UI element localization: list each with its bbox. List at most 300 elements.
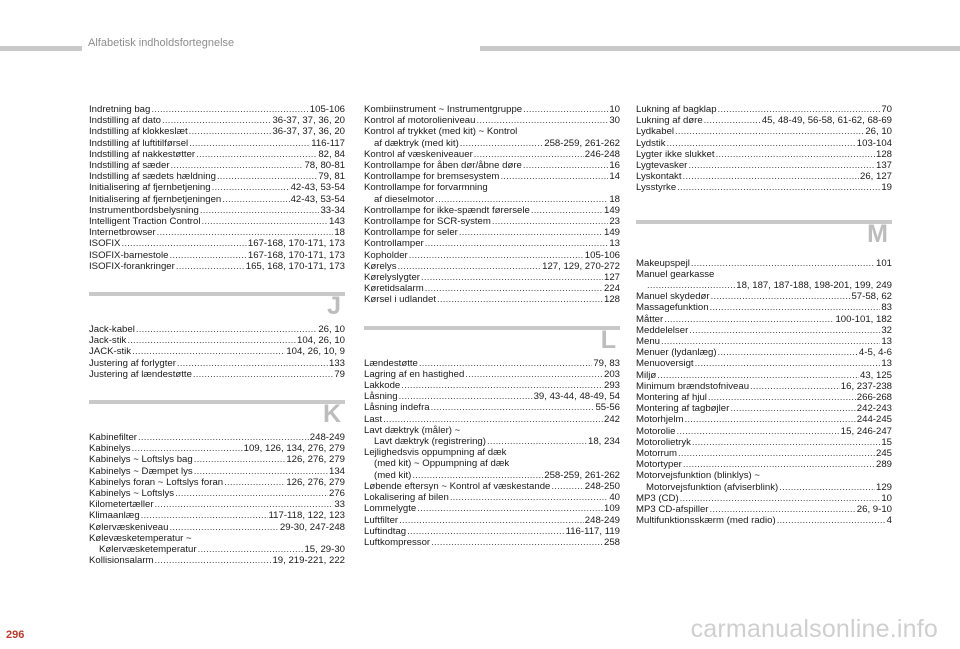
index-entry bbox=[636, 437, 892, 448]
index-entry-line: (med kit) ~ Oppumpning af dæk bbox=[374, 458, 510, 470]
leader-dots bbox=[523, 160, 608, 171]
leader-dots bbox=[531, 205, 603, 216]
index-entry bbox=[364, 283, 620, 294]
section-rule bbox=[636, 220, 892, 224]
leader-dots bbox=[169, 522, 278, 533]
index-term: Køretidsalarm bbox=[364, 283, 424, 295]
entry-group-i bbox=[89, 104, 345, 272]
page-references: 117-118, 122, 123 bbox=[268, 510, 345, 522]
index-term: Kabinelys ~ Loftslys bag bbox=[89, 454, 193, 466]
index-entry bbox=[636, 104, 892, 115]
page-references: 126, 276, 279 bbox=[286, 454, 345, 466]
leader-dots bbox=[419, 358, 592, 369]
index-term: Kørelys bbox=[364, 260, 397, 272]
index-term: Montering af hjul bbox=[636, 392, 707, 404]
page-references: 128 bbox=[603, 294, 620, 306]
page-references: 13 bbox=[881, 336, 892, 348]
index-entry bbox=[636, 403, 892, 414]
entry-group-k-last bbox=[89, 555, 345, 566]
page-references: 18 bbox=[609, 193, 620, 205]
leader-dots bbox=[132, 443, 243, 454]
index-entry bbox=[89, 499, 345, 510]
leader-dots bbox=[157, 227, 334, 238]
index-entry bbox=[364, 391, 620, 402]
leader-dots bbox=[193, 369, 333, 380]
leader-dots bbox=[212, 182, 290, 193]
index-term: Intelligent Traction Control bbox=[89, 216, 201, 228]
leader-dots bbox=[474, 149, 584, 160]
leader-dots bbox=[194, 466, 328, 477]
page-references: 293 bbox=[603, 380, 620, 392]
leader-dots bbox=[177, 358, 328, 369]
page-references: 30 bbox=[609, 115, 620, 127]
page-references: 128 bbox=[875, 148, 892, 160]
index-entry bbox=[364, 470, 620, 481]
page-references: 42-43, 53-54 bbox=[290, 193, 345, 205]
index-term: Menu bbox=[636, 336, 660, 348]
page-references: 33 bbox=[334, 499, 345, 511]
index-entry bbox=[364, 216, 620, 227]
leader-dots bbox=[688, 160, 875, 171]
leader-dots bbox=[194, 454, 286, 465]
index-entry bbox=[89, 227, 345, 238]
leader-dots bbox=[417, 503, 603, 514]
leader-dots bbox=[222, 194, 289, 205]
leader-dots bbox=[162, 115, 271, 126]
index-entry bbox=[636, 160, 892, 171]
header-title: Alfabetisk indholdsfortegnelse bbox=[88, 37, 235, 49]
index-entry bbox=[364, 104, 620, 115]
page-references: 116-117 bbox=[311, 137, 345, 149]
entry-group-m bbox=[636, 258, 892, 269]
index-term: Motortyper bbox=[636, 459, 682, 471]
index-term: Menuer (lydanlæg) bbox=[636, 347, 717, 359]
page-references: 79 bbox=[334, 368, 345, 380]
leader-dots bbox=[412, 470, 543, 481]
page-references: 36-37, 37, 36, 20 bbox=[272, 126, 345, 138]
index-term: Jack-stik bbox=[89, 335, 127, 347]
index-entry bbox=[364, 526, 620, 537]
leader-dots bbox=[692, 437, 880, 448]
index-entry bbox=[89, 488, 345, 499]
section-letter-l: L bbox=[600, 325, 616, 354]
index-term: Initialisering af fjernbetjening bbox=[89, 182, 211, 194]
leader-dots bbox=[138, 432, 309, 443]
index-term: Luftindtag bbox=[364, 525, 407, 537]
leader-dots bbox=[523, 104, 608, 115]
index-term: Låsning bbox=[364, 391, 398, 403]
page-references: 248-249 bbox=[584, 514, 620, 526]
leader-dots bbox=[684, 414, 855, 425]
page-references: 42-43, 53-54 bbox=[290, 182, 345, 194]
index-entry bbox=[364, 369, 620, 380]
page-references: 43, 125 bbox=[859, 369, 892, 381]
page-references: 32 bbox=[881, 324, 892, 336]
leader-dots bbox=[680, 493, 881, 504]
leader-dots bbox=[683, 171, 859, 182]
index-term: Indstilling af dato bbox=[89, 115, 161, 127]
leader-dots bbox=[437, 294, 603, 305]
page-references: 40 bbox=[609, 492, 620, 504]
index-term: Kombiinstrument ~ Instrumentgruppe bbox=[364, 104, 523, 115]
index-entry bbox=[89, 182, 345, 193]
leader-dots bbox=[664, 314, 834, 325]
index-term: Kontrollampe for ikke-spændt førersele bbox=[364, 204, 530, 216]
index-entry bbox=[364, 294, 620, 305]
index-entry-line: Lavt dæktryk (måler) ~ bbox=[364, 424, 461, 436]
index-term: Kontrollampe for seler bbox=[364, 227, 458, 239]
index-entry bbox=[89, 216, 345, 227]
index-entry bbox=[89, 477, 345, 488]
page-references: 29-30, 247-248 bbox=[279, 521, 345, 533]
leader-dots bbox=[431, 537, 603, 548]
index-term: Jack-kabel bbox=[89, 324, 135, 336]
index-entry bbox=[636, 302, 892, 313]
entry-group-k bbox=[89, 432, 345, 533]
leader-dots bbox=[647, 280, 735, 291]
index-entry bbox=[364, 402, 620, 413]
page-references: 276 bbox=[328, 488, 345, 500]
index-entry bbox=[636, 126, 892, 137]
index-term: Lydkabel bbox=[636, 126, 675, 138]
entry-group-k2-c bbox=[364, 205, 620, 306]
index-column-1 bbox=[89, 104, 345, 567]
page-references: 57-58, 62 bbox=[851, 291, 892, 303]
index-entry bbox=[364, 414, 620, 425]
index-term: ISOFIX bbox=[89, 238, 121, 250]
page-references: 167-168, 170-171, 173 bbox=[247, 249, 345, 261]
index-term: Menuoversigt bbox=[636, 358, 694, 370]
index-term: Kontrollampe for SCR-system bbox=[364, 216, 491, 228]
index-term: Kontrol af væskeniveauer bbox=[364, 148, 473, 160]
index-column-2 bbox=[364, 104, 620, 548]
index-term: MP3 CD-afspiller bbox=[636, 504, 709, 516]
leader-dots bbox=[718, 347, 858, 358]
leader-dots bbox=[492, 216, 608, 227]
index-term: Kopholder bbox=[364, 249, 408, 261]
section-header-m bbox=[636, 203, 892, 249]
leader-dots bbox=[708, 392, 856, 403]
index-entry bbox=[89, 443, 345, 454]
page-references: 26, 9-10 bbox=[856, 504, 892, 516]
index-term: Internetbrowser bbox=[89, 227, 156, 239]
index-term: Minimum brændstofniveau bbox=[636, 380, 750, 392]
leader-dots bbox=[407, 526, 564, 537]
page-references: 13 bbox=[609, 238, 620, 250]
index-term: Kabinefilter bbox=[89, 432, 137, 444]
index-entry bbox=[636, 291, 892, 302]
leader-dots bbox=[383, 414, 603, 425]
leader-dots bbox=[399, 391, 533, 402]
leader-dots bbox=[189, 138, 310, 149]
index-term: Multifunktionsskærm (med radio) bbox=[636, 515, 776, 527]
page-references: 18, 187, 187-188, 198-201, 199, 249 bbox=[736, 280, 892, 292]
index-entry bbox=[89, 335, 345, 346]
leader-dots bbox=[155, 499, 334, 510]
index-term: Måtter bbox=[636, 313, 664, 325]
index-entry bbox=[89, 324, 345, 335]
page-references: 79, 81 bbox=[318, 171, 345, 183]
section-header-l bbox=[364, 315, 620, 354]
index-term: Luftkompressor bbox=[364, 536, 431, 548]
index-term: MP3 (CD) bbox=[636, 492, 679, 504]
index-term: Kilometertæller bbox=[89, 499, 154, 511]
index-entry bbox=[636, 493, 892, 504]
index-entry bbox=[364, 503, 620, 514]
leader-dots bbox=[459, 227, 603, 238]
index-entry bbox=[636, 182, 892, 193]
index-term: Luftfilter bbox=[364, 514, 399, 526]
page-references: 258-259, 261-262 bbox=[544, 469, 620, 481]
leader-dots bbox=[398, 261, 542, 272]
index-term: Miljø bbox=[636, 369, 657, 381]
leader-dots bbox=[750, 381, 840, 392]
index-term: (med kit) bbox=[374, 469, 412, 481]
leader-dots bbox=[217, 171, 317, 182]
index-term: Meddelelser bbox=[636, 324, 689, 336]
leader-dots bbox=[425, 238, 609, 249]
index-term: Kontrollampe for bremsesystem bbox=[364, 171, 500, 183]
watermark[interactable]: carmanualsonline.info bbox=[690, 615, 938, 643]
page-references: 83 bbox=[881, 302, 892, 314]
index-term: Kabinelys ~ Dæmpet lys bbox=[89, 465, 193, 477]
index-term: Låsning indefra bbox=[364, 402, 430, 414]
page-references: 36-37, 37, 36, 20 bbox=[272, 115, 345, 127]
page-references: 116-117, 119 bbox=[565, 525, 620, 537]
index-term: Instrumentbordsbelysning bbox=[89, 204, 199, 216]
index-entry bbox=[636, 115, 892, 126]
leader-dots bbox=[224, 477, 285, 488]
leader-dots bbox=[678, 448, 875, 459]
index-entry bbox=[89, 126, 345, 137]
index-entry bbox=[89, 250, 345, 261]
index-entry bbox=[364, 380, 620, 391]
leader-dots bbox=[176, 261, 245, 272]
page-references: 10 bbox=[881, 492, 892, 504]
entry-group-m-cont1 bbox=[636, 280, 892, 291]
page-references: 167-168, 170-171, 173 bbox=[247, 238, 345, 250]
index-entry bbox=[89, 510, 345, 521]
leader-dots bbox=[435, 194, 608, 205]
index-entry bbox=[89, 149, 345, 160]
page-references: 33-34 bbox=[320, 204, 345, 216]
page-references: 70 bbox=[881, 104, 892, 115]
section-letter-k: K bbox=[322, 400, 341, 429]
index-term: Lyskontakt bbox=[636, 171, 682, 183]
page-references: 258 bbox=[603, 536, 620, 548]
index-entry bbox=[89, 261, 345, 272]
index-term: JACK-stik bbox=[89, 346, 132, 358]
index-term: Indretning bag bbox=[89, 104, 151, 115]
page-references: 109 bbox=[603, 503, 620, 515]
page-references: 289 bbox=[875, 459, 892, 471]
page-references: 16 bbox=[609, 160, 620, 172]
page-references: 101 bbox=[875, 257, 892, 269]
index-term: Lukning af bagklap bbox=[636, 104, 717, 115]
index-term: af dæktryk (med kit) bbox=[374, 137, 459, 149]
page-references: 19 bbox=[881, 182, 892, 194]
index-entry bbox=[636, 370, 892, 381]
leader-dots bbox=[189, 126, 272, 137]
page-references: 246-248 bbox=[584, 148, 620, 160]
index-entry bbox=[636, 258, 892, 269]
index-term: Indstilling af sæder bbox=[89, 160, 170, 172]
index-term: Initialisering af fjernbetjeningen bbox=[89, 193, 222, 205]
index-entry bbox=[636, 426, 892, 437]
index-entry bbox=[636, 325, 892, 336]
page-references: 104, 26, 10, 9 bbox=[286, 346, 345, 358]
index-entry bbox=[89, 544, 345, 555]
index-entry bbox=[89, 454, 345, 465]
index-entry bbox=[364, 238, 620, 249]
leader-dots bbox=[169, 250, 246, 261]
leader-dots bbox=[691, 258, 875, 269]
index-term: Kabinelys foran ~ Loftslys foran bbox=[89, 476, 224, 488]
leader-dots bbox=[487, 436, 587, 447]
index-term: Kontrollamper bbox=[364, 238, 424, 250]
page-references: 23 bbox=[609, 216, 620, 228]
entry-group-l-cont1 bbox=[364, 436, 620, 447]
leader-dots bbox=[500, 171, 608, 182]
index-entry bbox=[636, 381, 892, 392]
index-entry bbox=[364, 115, 620, 126]
leader-dots bbox=[730, 403, 855, 414]
page-references: 133 bbox=[328, 357, 345, 369]
leader-dots bbox=[198, 544, 304, 555]
page-references: 149 bbox=[603, 204, 620, 216]
page-references: 109, 126, 134, 276, 279 bbox=[243, 443, 345, 455]
leader-dots bbox=[399, 515, 584, 526]
index-entry bbox=[636, 280, 892, 291]
page-references: 149 bbox=[603, 227, 620, 239]
page-references: 129 bbox=[875, 481, 892, 493]
index-entry bbox=[636, 482, 892, 493]
page-references: 248-249 bbox=[309, 432, 345, 444]
index-entry bbox=[364, 227, 620, 238]
page-references: 79, 83 bbox=[593, 357, 620, 369]
index-entry bbox=[89, 555, 345, 566]
index-term: Kølervæsketemperatur bbox=[99, 544, 197, 556]
page-references: 13 bbox=[881, 358, 892, 370]
section-rule bbox=[89, 292, 345, 296]
page-references: 18, 234 bbox=[587, 436, 620, 448]
page-references: 78, 80-81 bbox=[304, 160, 345, 172]
page-references: 127, 129, 270-272 bbox=[542, 260, 620, 272]
entry-group-l3 bbox=[636, 104, 892, 194]
index-term: Kollisionsalarm bbox=[89, 555, 154, 567]
leader-dots bbox=[683, 459, 875, 470]
page-references: 105-106 bbox=[584, 249, 620, 261]
index-entry bbox=[364, 205, 620, 216]
entry-group-k2-cont1 bbox=[364, 138, 620, 149]
index-term: Lagring af en hastighed bbox=[364, 368, 465, 380]
leader-dots bbox=[710, 504, 856, 515]
index-entry bbox=[89, 522, 345, 533]
leader-dots bbox=[127, 335, 296, 346]
leader-dots bbox=[657, 370, 859, 381]
leader-dots bbox=[450, 492, 609, 503]
page-references: 55-56 bbox=[595, 402, 620, 414]
index-entry-line: Manuel gearkasse bbox=[636, 268, 715, 280]
entry-group-l bbox=[364, 358, 620, 425]
index-entry bbox=[364, 492, 620, 503]
index-entry bbox=[636, 314, 892, 325]
page-references: 258-259, 261-262 bbox=[544, 137, 620, 149]
index-entry bbox=[636, 336, 892, 347]
index-entry-line: Kølevæsketemperatur ~ bbox=[89, 532, 192, 544]
leader-dots bbox=[777, 515, 886, 526]
index-term: Lokalisering af bilen bbox=[364, 492, 449, 504]
index-term: Lydstik bbox=[636, 137, 666, 149]
index-entry-line: Kontrollampe for forvarmning bbox=[364, 182, 488, 194]
leader-dots bbox=[779, 482, 875, 493]
page-references: 224 bbox=[603, 283, 620, 295]
index-entry bbox=[636, 138, 892, 149]
leader-dots bbox=[175, 488, 328, 499]
section-letter-j: J bbox=[327, 292, 341, 321]
page-number: 296 bbox=[6, 629, 25, 641]
index-term: Montering af tagbøjler bbox=[636, 403, 730, 415]
index-entry bbox=[89, 238, 345, 249]
index-term: Kølervæskeniveau bbox=[89, 521, 169, 533]
page-references: 14 bbox=[609, 171, 620, 183]
index-term: Indstilling af nakkestøtter bbox=[89, 148, 196, 160]
index-entry bbox=[636, 459, 892, 470]
index-entry bbox=[636, 358, 892, 369]
leader-dots bbox=[151, 104, 308, 115]
leader-dots bbox=[476, 115, 608, 126]
index-entry bbox=[636, 392, 892, 403]
index-entry bbox=[364, 194, 620, 205]
leader-dots bbox=[460, 138, 543, 149]
index-term: Motorolie bbox=[636, 425, 676, 437]
leader-dots bbox=[667, 138, 856, 149]
leader-dots bbox=[425, 283, 603, 294]
page-references: 242-243 bbox=[856, 403, 892, 415]
page-references: 26, 10 bbox=[318, 324, 345, 336]
index-term: af dieselmotor bbox=[374, 193, 435, 205]
index-term: Lændestøtte bbox=[364, 357, 418, 369]
page-references: 15, 246-247 bbox=[840, 425, 892, 437]
index-column-3 bbox=[636, 104, 892, 527]
page-references: 15 bbox=[881, 436, 892, 448]
index-term: Kørsel i udlandet bbox=[364, 294, 436, 306]
page-references: 4-5, 4-6 bbox=[858, 347, 892, 359]
entry-group-l-b bbox=[364, 481, 620, 548]
entry-group-k2-cont2 bbox=[364, 194, 620, 205]
index-term: Last bbox=[364, 413, 383, 425]
index-entry bbox=[89, 205, 345, 216]
index-term: Justering af lændestøtte bbox=[89, 368, 192, 380]
section-letter-m: M bbox=[867, 219, 888, 248]
index-term: Indstilling af sædets hældning bbox=[89, 171, 216, 183]
index-term: Kabinelys bbox=[89, 443, 131, 455]
index-term: Lygtevasker bbox=[636, 160, 688, 172]
page-references: 143 bbox=[328, 216, 345, 228]
leader-dots bbox=[155, 555, 272, 566]
leader-dots bbox=[704, 115, 761, 126]
index-entry bbox=[89, 160, 345, 171]
entry-group-k-cont bbox=[89, 544, 345, 555]
index-term: Motorolietryk bbox=[636, 436, 691, 448]
entry-group-m-c bbox=[636, 493, 892, 527]
index-entry bbox=[636, 448, 892, 459]
index-entry bbox=[364, 149, 620, 160]
entry-group-m-b bbox=[636, 291, 892, 470]
entry-group-k2 bbox=[364, 104, 620, 126]
index-term: Kørelyslygter bbox=[364, 272, 420, 284]
leader-dots bbox=[201, 216, 328, 227]
